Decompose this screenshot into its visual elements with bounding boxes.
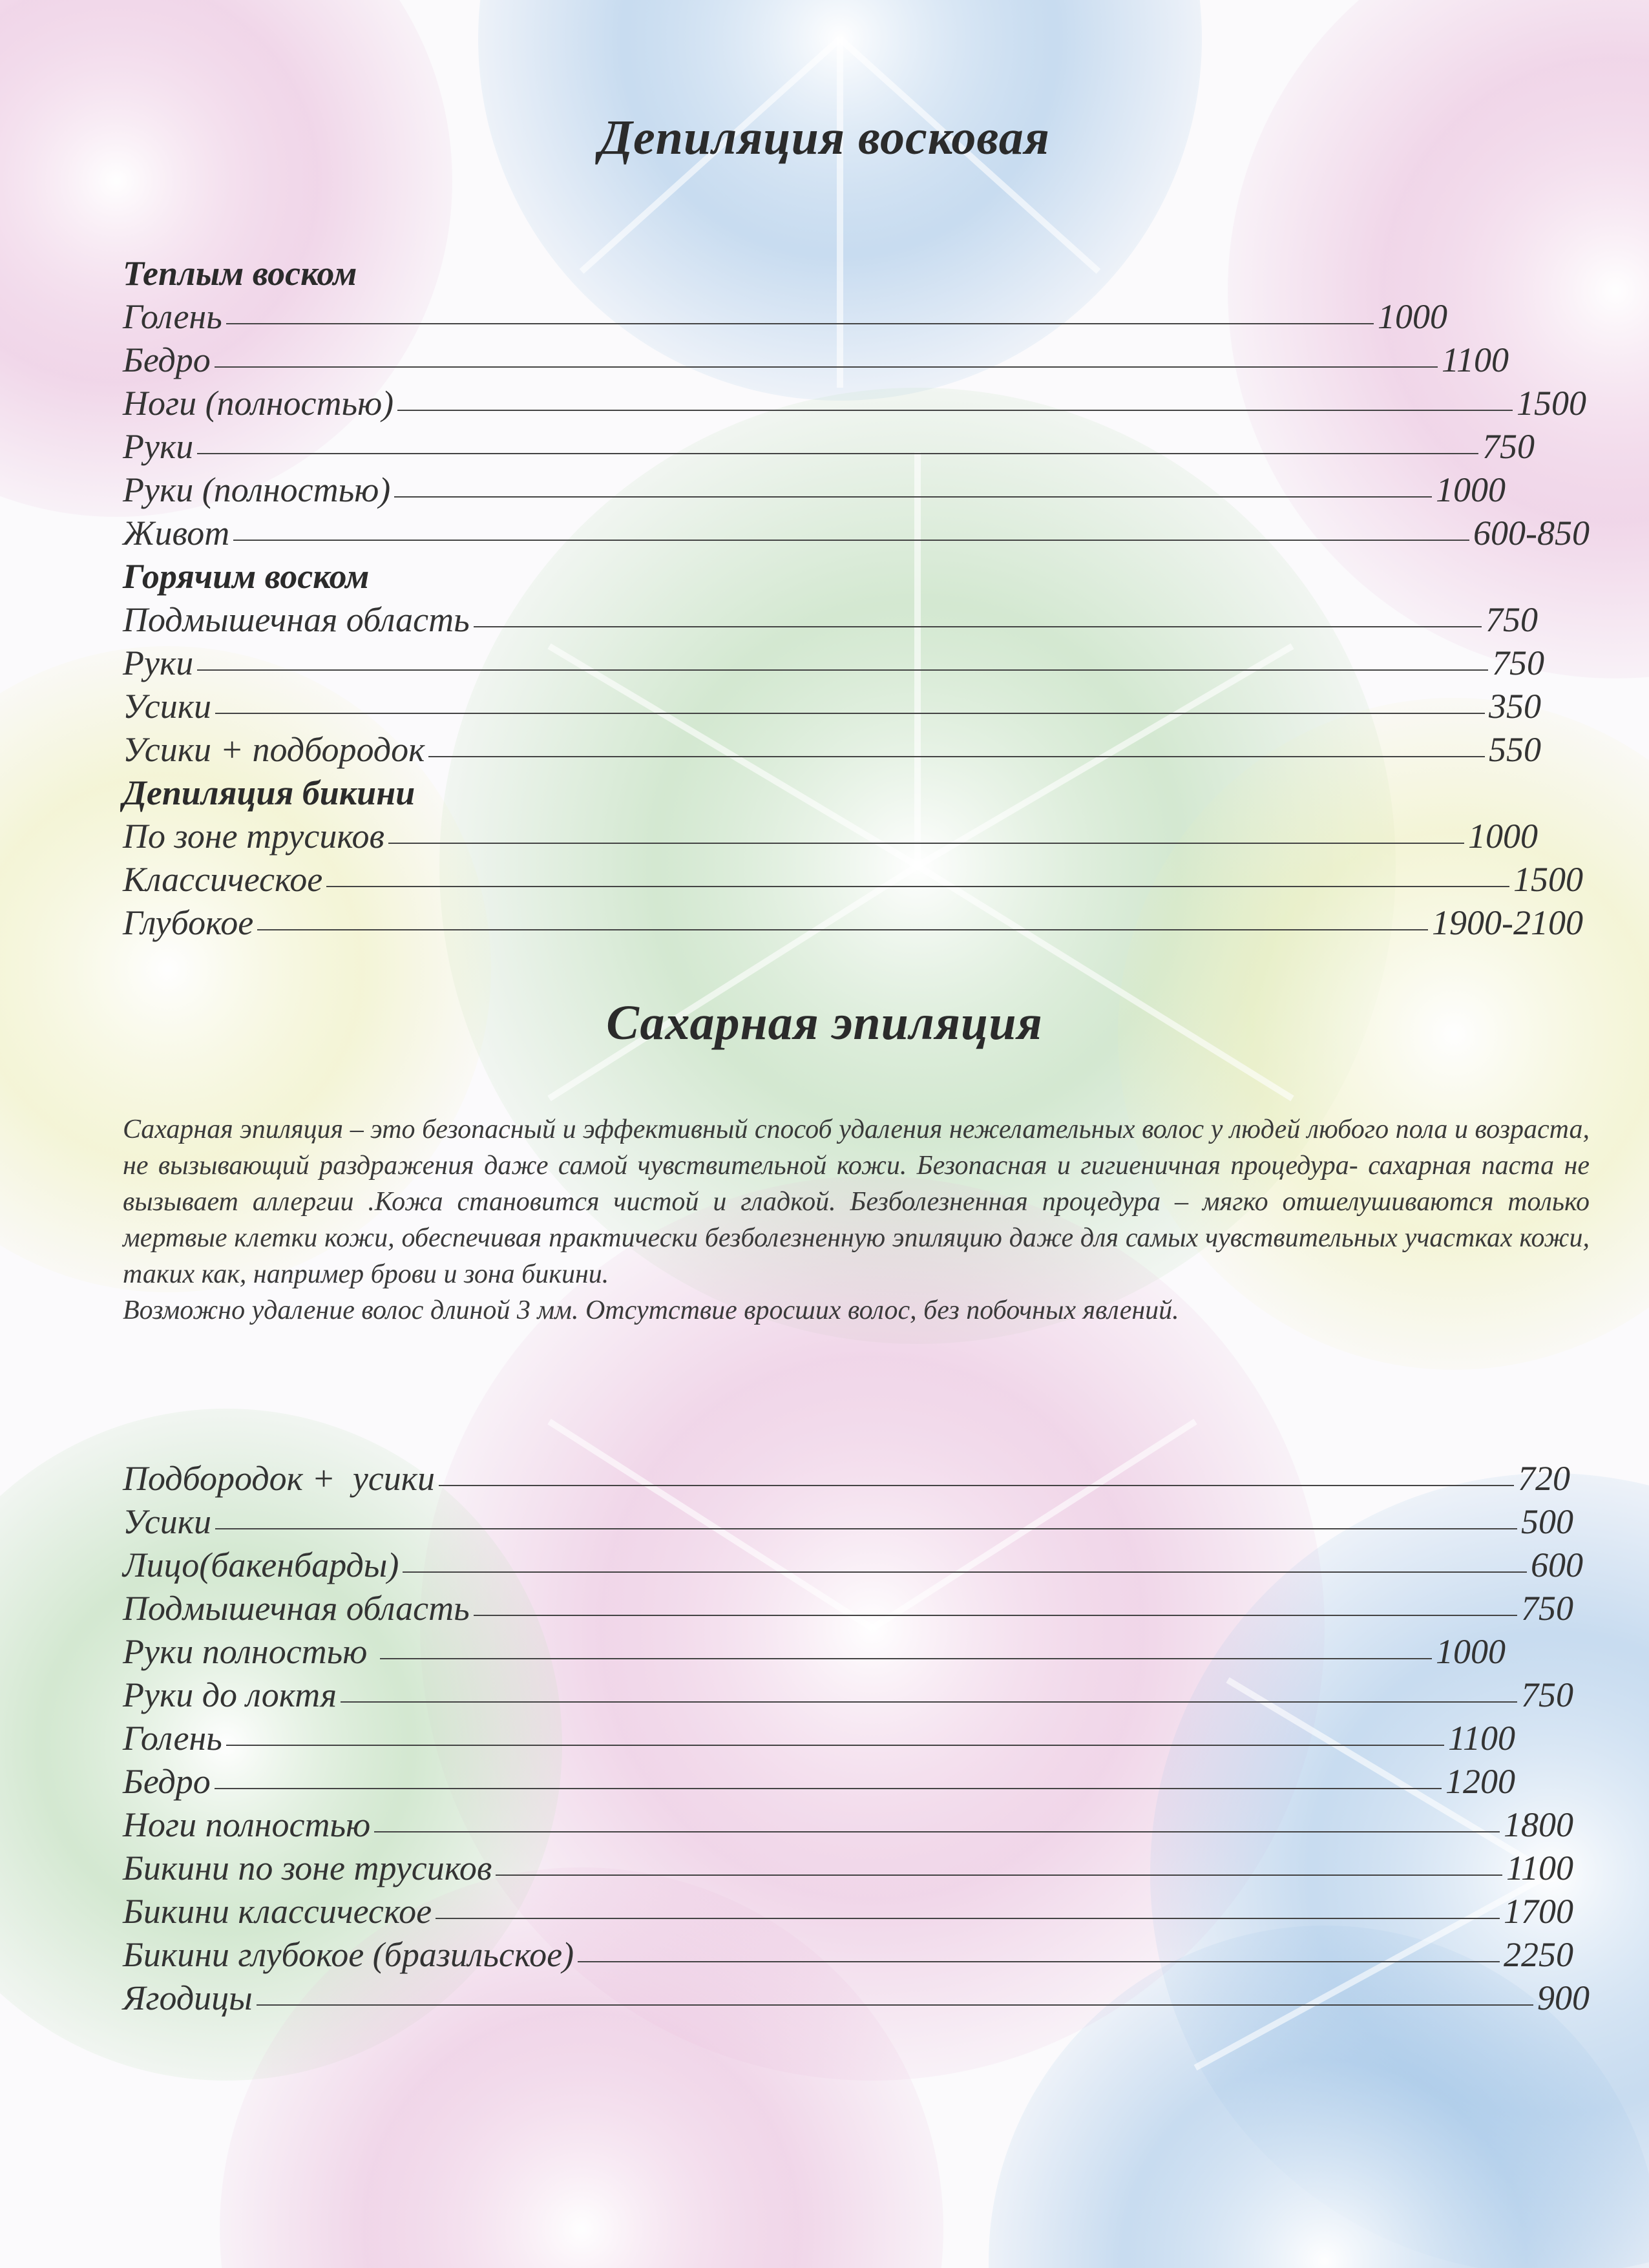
dotted-leader — [257, 2004, 1533, 2006]
service-price: 1100 — [1448, 1719, 1515, 1758]
dotted-leader — [439, 1485, 1514, 1486]
price-row — [123, 382, 1586, 425]
dotted-leader — [428, 756, 1485, 757]
service-name: Руки до локтя — [123, 1675, 337, 1714]
service-price: 1500 — [1513, 860, 1583, 899]
dotted-leader — [380, 1658, 1432, 1659]
service-name: Бедро — [123, 341, 211, 379]
group-heading-hot-wax: Горячим воском — [123, 557, 370, 596]
service-name: Руки — [123, 427, 194, 466]
service-name: Подбородок + усики — [123, 1459, 436, 1498]
service-price: 750 — [1486, 600, 1538, 639]
service-name: Живот — [123, 514, 230, 552]
service-name: Руки — [123, 644, 194, 682]
sugar-price-list — [123, 1457, 1590, 2020]
service-name: Голень — [123, 297, 222, 336]
dotted-leader — [496, 1874, 1502, 1876]
dotted-leader — [394, 496, 1432, 498]
price-row — [123, 339, 1509, 382]
service-name: Руки полностью — [123, 1632, 376, 1671]
dotted-leader — [326, 886, 1509, 887]
service-price: 1500 — [1517, 384, 1586, 423]
price-row — [123, 1717, 1515, 1760]
price-row — [123, 815, 1538, 858]
price-row — [123, 598, 1538, 642]
service-price: 1000 — [1436, 470, 1506, 509]
wax-section-title: Депиляция восковая — [599, 110, 1050, 165]
dotted-leader — [197, 453, 1478, 454]
service-name: Ноги полностью — [123, 1805, 371, 1844]
group-heading-bikini: Депиляция бикини — [123, 773, 415, 812]
service-name: Лицо(бакенбарды) — [123, 1546, 399, 1584]
service-price: 1000 — [1468, 817, 1538, 856]
service-price: 1100 — [1442, 341, 1509, 379]
service-price: 900 — [1537, 1979, 1590, 2017]
service-name: Усики + подбородок — [123, 730, 425, 769]
price-row — [123, 1847, 1573, 1890]
price-row — [123, 1933, 1573, 1977]
price-row — [123, 1977, 1590, 2020]
dotted-leader — [474, 626, 1482, 627]
price-row — [123, 1500, 1573, 1544]
wax-price-list — [123, 252, 1590, 945]
description-paragraph: Сахарная эпиляция – это безопасный и эффективный способ удаления нежелательных волос у людей любого пола и возраста, не вызывающий раздражения даже самой чувствительной кожи. Безопасная и гигиеничная процедура- сахарная паста не вызывает аллергии .Кожа становится чистой и гладкой. Безболезненная процедура – мягко отшелушиваются только мертвые клетки кожи, обеспечивая практически безболезненную эпиляцию даже для самых чувствительных участках кожи, таких как, например брови и зона бикини. — [123, 1115, 1590, 1289]
dotted-leader — [403, 1571, 1527, 1573]
price-row — [123, 1674, 1573, 1717]
price-row — [123, 901, 1583, 945]
price-row — [123, 858, 1583, 901]
dotted-leader — [436, 1918, 1500, 1919]
service-name: Ягодицы — [123, 1979, 253, 2017]
service-name: По зоне трусиков — [123, 817, 384, 856]
dotted-leader — [578, 1961, 1500, 1962]
service-name: Бедро — [123, 1762, 211, 1801]
price-row — [123, 295, 1447, 339]
price-row — [123, 425, 1535, 468]
service-name: Бикини глубокое (бразильское) — [123, 1935, 574, 1974]
price-row — [123, 685, 1541, 728]
dotted-leader — [226, 1745, 1444, 1746]
service-name: Ноги (полностью) — [123, 384, 394, 423]
service-price: 600 — [1531, 1546, 1583, 1584]
service-name: Усики — [123, 687, 212, 726]
price-row — [123, 1803, 1573, 1847]
description-paragraph: Возможно удаление волос длиной 3 мм. Отсутствие вросших волос, без побочных явлений. — [123, 1296, 1179, 1325]
dotted-leader — [215, 1528, 1517, 1529]
sugar-description — [123, 1111, 1590, 1328]
price-row — [123, 1587, 1573, 1630]
service-price: 550 — [1489, 730, 1541, 769]
dotted-leader — [215, 366, 1438, 368]
group-heading-warm-wax: Теплым воском — [123, 254, 357, 293]
service-price: 1900-2100 — [1432, 903, 1583, 942]
dotted-leader — [374, 1831, 1500, 1832]
service-name: Подмышечная область — [123, 1589, 470, 1628]
dotted-leader — [226, 323, 1374, 324]
dotted-leader — [197, 669, 1488, 671]
price-row — [123, 642, 1544, 685]
service-price: 1800 — [1504, 1805, 1573, 1844]
dotted-leader — [388, 843, 1464, 844]
service-price: 500 — [1521, 1502, 1573, 1541]
dotted-leader — [474, 1615, 1517, 1616]
service-price: 2250 — [1504, 1935, 1573, 1974]
service-name: Классическое — [123, 860, 323, 899]
service-name: Глубокое — [123, 903, 254, 942]
price-row — [123, 468, 1506, 512]
service-price: 750 — [1521, 1589, 1573, 1628]
service-name: Подмышечная область — [123, 600, 470, 639]
price-row — [123, 1630, 1506, 1674]
service-price: 1200 — [1445, 1762, 1515, 1801]
service-price: 750 — [1521, 1675, 1573, 1714]
service-name: Бикини по зоне трусиков — [123, 1849, 492, 1887]
service-price: 350 — [1489, 687, 1541, 726]
dotted-leader — [215, 713, 1485, 714]
dotted-leader — [233, 540, 1469, 541]
price-row — [123, 512, 1590, 555]
dotted-leader — [341, 1701, 1517, 1703]
sugar-section-title: Сахарная эпиляция — [606, 996, 1043, 1050]
price-row — [123, 1457, 1570, 1500]
service-price: 1000 — [1378, 297, 1447, 336]
dotted-leader — [215, 1788, 1442, 1789]
dotted-leader — [397, 410, 1513, 411]
price-row — [123, 1890, 1573, 1933]
price-row — [123, 1544, 1583, 1587]
dotted-leader — [257, 929, 1428, 930]
service-price: 750 — [1492, 644, 1544, 682]
service-price: 1700 — [1504, 1892, 1573, 1931]
service-price: 1000 — [1436, 1632, 1506, 1671]
service-name: Голень — [123, 1719, 222, 1758]
price-row — [123, 728, 1541, 772]
price-row — [123, 1760, 1515, 1803]
service-price: 720 — [1518, 1459, 1570, 1498]
service-price: 600-850 — [1473, 514, 1590, 552]
service-name: Руки (полностью) — [123, 470, 391, 509]
service-name: Усики — [123, 1502, 212, 1541]
service-price: 1100 — [1506, 1849, 1573, 1887]
service-name: Бикини классическое — [123, 1892, 432, 1931]
service-price: 750 — [1482, 427, 1535, 466]
